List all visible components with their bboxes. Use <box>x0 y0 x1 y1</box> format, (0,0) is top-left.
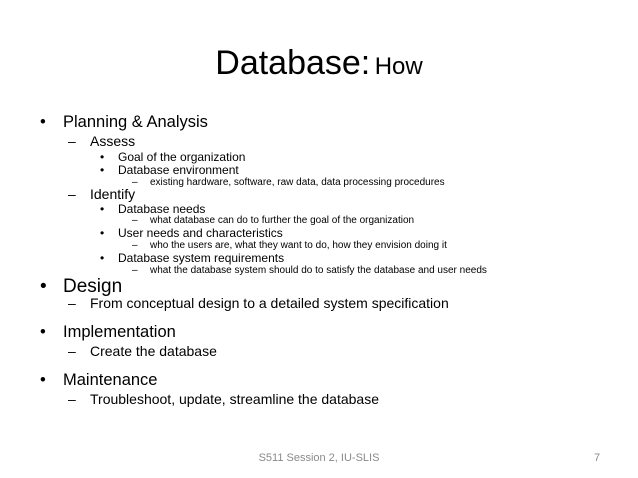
bullet-icon: • <box>100 163 105 177</box>
item-sys-req: Database system requirements <box>118 251 285 265</box>
detail-implementation: Create the database <box>90 343 217 359</box>
bullet-icon: • <box>40 371 46 389</box>
detail-maintenance: Troubleshoot, update, streamline the database <box>90 391 380 407</box>
page-number: 7 <box>594 452 601 464</box>
slide-title <box>0 44 638 83</box>
bullet-icon: • <box>100 150 105 164</box>
bullet-maintenance: Maintenance <box>63 371 158 389</box>
bullet-icon: • <box>40 323 46 341</box>
dash-icon: – <box>68 343 76 359</box>
detail-user-needs: who the users are, what they want to do, how they envision doing it <box>150 240 447 251</box>
slide-title-sub: How <box>374 53 423 80</box>
detail-design: From conceptual design to a detailed system specification <box>90 295 449 311</box>
dash-icon: – <box>132 265 138 276</box>
item-user-needs: User needs and characteristics <box>118 226 283 240</box>
bullet-design: Design <box>63 276 123 297</box>
bullet-icon: • <box>40 276 47 297</box>
item-goal: Goal of the organization <box>118 150 246 164</box>
detail-environment: existing hardware, software, raw data, data processing procedures <box>150 177 445 188</box>
slide-footer: S511 Session 2, IU-SLIS <box>258 452 380 464</box>
dash-icon: – <box>68 391 76 407</box>
sub-bullet-identify: Identify <box>90 186 136 202</box>
detail-db-needs: what database can do to further the goal of the organization <box>150 215 415 226</box>
dash-icon: – <box>68 186 76 202</box>
dash-icon: – <box>132 240 138 251</box>
bullet-icon: • <box>100 202 105 216</box>
bullet-icon: • <box>40 113 46 131</box>
item-db-needs: Database needs <box>118 202 206 216</box>
bullet-planning-analysis: Planning & Analysis <box>63 113 208 131</box>
slide-title-main: Database: <box>215 44 371 82</box>
bullet-icon: • <box>100 226 105 240</box>
bullet-implementation: Implementation <box>63 323 176 341</box>
dash-icon: – <box>132 177 138 188</box>
bullet-icon: • <box>100 251 105 265</box>
detail-sys-req: what the database system should do to satisfy the database and user needs <box>150 265 487 276</box>
sub-bullet-assess: Assess <box>90 133 136 149</box>
dash-icon: – <box>132 215 138 226</box>
item-environment: Database environment <box>118 163 239 177</box>
dash-icon: – <box>68 133 76 149</box>
dash-icon: – <box>68 295 76 311</box>
